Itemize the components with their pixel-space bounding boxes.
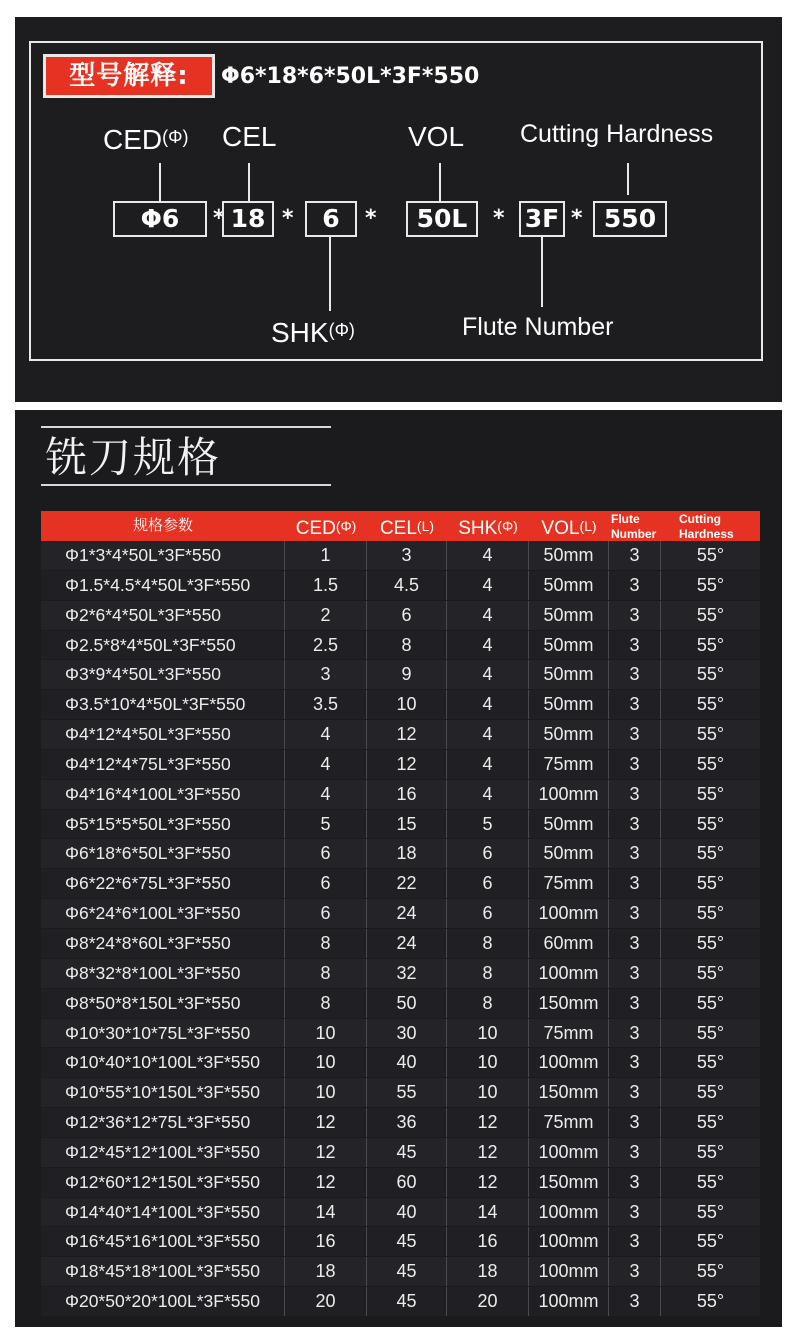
shk-label-text: SHK (271, 317, 329, 348)
cell-cel: 4.5 (367, 571, 447, 600)
cell-vol: 50mm (529, 601, 609, 630)
cell-ced: 2.5 (285, 631, 367, 660)
cell-vol: 75mm (529, 1108, 609, 1137)
spec-panel (15, 410, 782, 1327)
cell-vol: 50mm (529, 720, 609, 749)
cell-cel: 3 (367, 541, 447, 570)
cell-flute: 3 (609, 989, 661, 1018)
code-box-cel: 18 (222, 201, 274, 237)
table-row (41, 1198, 760, 1227)
cell-vol: 150mm (529, 989, 609, 1018)
cell-shk: 10 (447, 1048, 529, 1077)
cell-shk: 4 (447, 720, 529, 749)
header-cel (367, 511, 447, 541)
header-cel-symbol: (L) (416, 518, 435, 534)
cell-cel: 12 (367, 750, 447, 779)
cell-spec: Φ6*18*6*50L*3F*550 (41, 839, 285, 868)
cell-hardness: 55° (696, 1022, 725, 1043)
table-row (41, 1168, 760, 1197)
cell-hardness: 55° (696, 1201, 725, 1222)
cell-hardness: 55° (696, 1112, 725, 1133)
hardness-connector (627, 163, 629, 195)
cell-hardness: 55° (696, 574, 725, 595)
cell-cel: 24 (367, 929, 447, 958)
cell-shk: 6 (447, 839, 529, 868)
cell-spec: Φ3.5*10*4*50L*3F*550 (41, 690, 285, 719)
cell-ced: 5 (285, 810, 367, 839)
header-vol-symbol: (L) (579, 518, 597, 534)
cell-shk: 6 (447, 869, 529, 898)
title-rule-bottom (41, 484, 331, 486)
cell-ced: 8 (285, 929, 367, 958)
cell-ced: 1.5 (285, 571, 367, 600)
cell-flute: 3 (609, 1019, 661, 1048)
header-flute-number: Flute Number (611, 512, 657, 541)
flute-connector (541, 237, 543, 307)
ced-label (103, 120, 188, 157)
spec-table-header (41, 511, 760, 541)
cell-ced: 3 (285, 660, 367, 689)
cell-ced: 12 (285, 1138, 367, 1167)
cell-cel: 45 (367, 1227, 447, 1256)
cell-cel: 32 (367, 959, 447, 988)
cell-ced: 12 (285, 1168, 367, 1197)
cell-cel: 10 (367, 690, 447, 719)
separator-star: * (571, 206, 583, 231)
cell-spec: Φ10*55*10*150L*3F*550 (41, 1078, 285, 1107)
cell-spec: Φ16*45*16*100L*3F*550 (41, 1227, 285, 1256)
cell-shk: 10 (447, 1019, 529, 1048)
cell-spec: Φ3*9*4*50L*3F*550 (41, 660, 285, 689)
cell-vol: 100mm (529, 780, 609, 809)
header-ced-text: CED (295, 518, 336, 539)
cell-vol: 100mm (529, 1257, 609, 1286)
cell-hardness: 55° (696, 783, 725, 804)
cell-spec: Φ14*40*14*100L*3F*550 (41, 1198, 285, 1227)
table-row (41, 1108, 760, 1137)
cell-ced: 4 (285, 780, 367, 809)
table-row (41, 1227, 760, 1256)
table-row (41, 899, 760, 928)
cell-shk: 10 (447, 1078, 529, 1107)
separator-star: * (493, 206, 505, 231)
table-row (41, 839, 760, 868)
cell-ced: 14 (285, 1198, 367, 1227)
table-row (41, 929, 760, 958)
cell-cel: 15 (367, 810, 447, 839)
cell-cel: 12 (367, 720, 447, 749)
cell-vol: 50mm (529, 810, 609, 839)
cell-vol: 50mm (529, 541, 609, 570)
cell-spec: Φ12*45*12*100L*3F*550 (41, 1138, 285, 1167)
cell-flute: 3 (609, 601, 661, 630)
model-code: Φ6*18*6*50L*3F*550 (221, 64, 480, 89)
cell-cel: 8 (367, 631, 447, 660)
cell-vol: 150mm (529, 1078, 609, 1107)
cell-flute: 3 (609, 750, 661, 779)
separator-star: * (365, 206, 377, 231)
cell-hardness: 55° (696, 933, 725, 953)
cell-shk: 12 (447, 1108, 529, 1137)
cell-shk: 14 (447, 1198, 529, 1227)
cell-flute: 3 (609, 899, 661, 928)
cell-cel: 36 (367, 1108, 447, 1137)
shk-label (271, 313, 355, 350)
header-ced-symbol: (Φ) (335, 518, 357, 534)
cell-cel: 45 (367, 1287, 447, 1316)
cell-cel: 22 (367, 869, 447, 898)
cell-shk: 18 (447, 1257, 529, 1286)
table-row (41, 869, 760, 898)
header-shk-text: SHK (458, 518, 498, 539)
shk-label-symbol: (Φ) (328, 320, 355, 340)
cell-hardness: 55° (696, 545, 725, 565)
cell-hardness: 55° (696, 604, 725, 625)
cell-spec: Φ4*12*4*75L*3F*550 (41, 750, 285, 779)
cell-flute: 3 (609, 571, 661, 600)
cell-shk: 12 (447, 1168, 529, 1197)
cell-hardness: 55° (696, 903, 725, 924)
cell-shk: 8 (447, 989, 529, 1018)
cell-hardness: 55° (696, 1261, 725, 1282)
cell-hardness: 55° (696, 843, 725, 864)
cutting-hardness-label: Cutting Hardness (520, 120, 714, 148)
cell-shk: 4 (447, 780, 529, 809)
cell-shk: 4 (447, 541, 529, 570)
cell-vol: 100mm (529, 1287, 609, 1316)
ced-label-text: CED (103, 124, 163, 155)
cel-connector (248, 163, 250, 201)
cell-cel: 40 (367, 1048, 447, 1077)
cell-flute: 3 (609, 1138, 661, 1167)
cell-cel: 60 (367, 1168, 447, 1197)
cell-spec: Φ8*32*8*100L*3F*550 (41, 959, 285, 988)
cell-spec: Φ20*50*20*100L*3F*550 (41, 1287, 285, 1316)
cell-flute: 3 (609, 720, 661, 749)
table-row (41, 810, 760, 839)
header-shk-symbol: (Φ) (497, 518, 518, 534)
separator-star: * (213, 206, 225, 231)
table-row (41, 750, 760, 779)
cell-flute: 3 (609, 541, 661, 570)
cell-ced: 3.5 (285, 690, 367, 719)
cell-shk: 4 (447, 690, 529, 719)
cell-spec: Φ18*45*18*100L*3F*550 (41, 1257, 285, 1286)
cell-shk: 5 (447, 810, 529, 839)
cell-shk: 4 (447, 601, 529, 630)
table-row (41, 1078, 760, 1107)
cell-ced: 1 (285, 541, 367, 570)
cell-ced: 12 (285, 1108, 367, 1137)
table-row (41, 631, 760, 660)
cell-flute: 3 (609, 929, 661, 958)
cell-cel: 24 (367, 899, 447, 928)
cell-hardness: 55° (696, 813, 725, 834)
cell-spec: Φ10*40*10*100L*3F*550 (41, 1048, 285, 1077)
cell-hardness: 55° (696, 992, 725, 1013)
cell-hardness: 55° (696, 724, 725, 745)
cell-cel: 16 (367, 780, 447, 809)
cell-hardness: 55° (696, 1171, 725, 1192)
cell-shk: 6 (447, 899, 529, 928)
cell-flute: 3 (609, 810, 661, 839)
header-cutting-hardness: Cutting Hardness (679, 512, 734, 541)
cell-vol: 100mm (529, 899, 609, 928)
model-explanation-panel (15, 17, 782, 402)
cell-spec: Φ2*6*4*50L*3F*550 (41, 601, 285, 630)
table-row (41, 1257, 760, 1286)
cell-vol: 100mm (529, 1227, 609, 1256)
cell-shk: 8 (447, 929, 529, 958)
cell-hardness: 55° (696, 873, 725, 894)
cell-ced: 18 (285, 1257, 367, 1286)
table-row (41, 989, 760, 1018)
cell-hardness: 55° (696, 1141, 725, 1162)
cell-shk: 8 (447, 959, 529, 988)
separator-star: * (282, 206, 294, 231)
cell-ced: 2 (285, 601, 367, 630)
cell-flute: 3 (609, 869, 661, 898)
cell-flute: 3 (609, 1227, 661, 1256)
table-row (41, 1019, 760, 1048)
cel-label: CEL (222, 121, 277, 152)
model-explanation-label (43, 54, 215, 98)
cell-shk: 20 (447, 1287, 529, 1316)
cell-hardness: 55° (696, 694, 725, 715)
table-row (41, 1048, 760, 1077)
code-box-vol: 50L (406, 201, 478, 237)
cell-spec: Φ12*36*12*75L*3F*550 (41, 1108, 285, 1137)
table-row (41, 1287, 760, 1316)
header-shk (447, 511, 529, 541)
cell-flute: 3 (609, 780, 661, 809)
cell-hardness: 55° (696, 664, 725, 685)
table-row (41, 690, 760, 719)
table-row (41, 660, 760, 689)
header-cel-text: CEL (379, 518, 417, 539)
cell-flute: 3 (609, 1287, 661, 1316)
cell-flute: 3 (609, 959, 661, 988)
vol-label: VOL (408, 121, 465, 152)
cell-ced: 20 (285, 1287, 367, 1316)
cell-vol: 100mm (529, 959, 609, 988)
header-spec: 规格参数 (132, 517, 193, 534)
cell-vol: 50mm (529, 660, 609, 689)
cell-vol: 75mm (529, 750, 609, 779)
table-row (41, 541, 760, 570)
cell-cel: 45 (367, 1257, 447, 1286)
cell-cel: 45 (367, 1138, 447, 1167)
cell-flute: 3 (609, 1048, 661, 1077)
cell-ced: 8 (285, 989, 367, 1018)
cell-hardness: 55° (696, 1291, 725, 1312)
cell-vol: 150mm (529, 1168, 609, 1197)
cell-flute: 3 (609, 1078, 661, 1107)
shk-connector (329, 237, 331, 311)
cell-spec: Φ6*24*6*100L*3F*550 (41, 899, 285, 928)
cell-vol: 100mm (529, 1138, 609, 1167)
code-box-flute: 3F (519, 201, 565, 237)
cell-ced: 10 (285, 1078, 367, 1107)
header-vol (529, 511, 609, 541)
cell-flute: 3 (609, 1168, 661, 1197)
cell-cel: 18 (367, 839, 447, 868)
model-explanation-label-text: 型号解释: (46, 57, 212, 95)
cell-hardness: 55° (696, 1082, 725, 1103)
cell-flute: 3 (609, 1257, 661, 1286)
flute-number-label: Flute Number (462, 313, 614, 341)
vol-connector (439, 163, 441, 201)
code-box-hardness: 550 (593, 201, 667, 237)
table-row (41, 1138, 760, 1167)
cell-cel: 40 (367, 1198, 447, 1227)
cell-spec: Φ2.5*8*4*50L*3F*550 (41, 631, 285, 660)
cell-spec: Φ4*12*4*50L*3F*550 (41, 720, 285, 749)
table-row (41, 780, 760, 809)
cell-spec: Φ1*3*4*50L*3F*550 (41, 541, 285, 570)
cell-vol: 50mm (529, 631, 609, 660)
cell-spec: Φ5*15*5*50L*3F*550 (41, 810, 285, 839)
cell-hardness: 55° (696, 1231, 725, 1252)
cell-spec: Φ8*50*8*150L*3F*550 (41, 989, 285, 1018)
cell-cel: 30 (367, 1019, 447, 1048)
cell-shk: 4 (447, 750, 529, 779)
cell-vol: 50mm (529, 839, 609, 868)
cell-vol: 75mm (529, 1019, 609, 1048)
cell-ced: 4 (285, 720, 367, 749)
ced-connector (159, 163, 161, 201)
cell-hardness: 55° (696, 1052, 725, 1073)
ced-label-symbol: (Φ) (162, 127, 189, 147)
cell-ced: 16 (285, 1227, 367, 1256)
code-box-ced: Φ6 (113, 201, 207, 237)
cell-vol: 50mm (529, 690, 609, 719)
cell-shk: 4 (447, 571, 529, 600)
cell-hardness: 55° (696, 634, 725, 655)
header-vol-text: VOL (541, 518, 580, 539)
cell-spec: Φ8*24*8*60L*3F*550 (41, 929, 285, 958)
cell-shk: 4 (447, 660, 529, 689)
cell-shk: 12 (447, 1138, 529, 1167)
cell-spec: Φ6*22*6*75L*3F*550 (41, 869, 285, 898)
cell-flute: 3 (609, 660, 661, 689)
cell-cel: 6 (367, 601, 447, 630)
header-ced (285, 511, 367, 541)
cell-ced: 10 (285, 1048, 367, 1077)
cell-spec: Φ12*60*12*150L*3F*550 (41, 1168, 285, 1197)
title-rule-top (41, 426, 331, 428)
cell-hardness: 55° (696, 753, 725, 774)
cell-spec: Φ4*16*4*100L*3F*550 (41, 780, 285, 809)
cell-vol: 100mm (529, 1048, 609, 1077)
cell-ced: 6 (285, 899, 367, 928)
cell-flute: 3 (609, 631, 661, 660)
cell-hardness: 55° (696, 962, 725, 983)
cell-ced: 6 (285, 869, 367, 898)
cell-ced: 4 (285, 750, 367, 779)
cell-cel: 9 (367, 660, 447, 689)
table-row (41, 720, 760, 749)
cell-ced: 10 (285, 1019, 367, 1048)
spec-title: 铣刀规格 (45, 433, 222, 482)
cell-vol: 60mm (529, 929, 609, 958)
cell-flute: 3 (609, 839, 661, 868)
cell-vol: 75mm (529, 869, 609, 898)
table-row (41, 601, 760, 630)
cell-vol: 50mm (529, 571, 609, 600)
code-box-shk: 6 (305, 201, 357, 237)
cell-flute: 3 (609, 1198, 661, 1227)
cell-spec: Φ10*30*10*75L*3F*550 (41, 1019, 285, 1048)
cell-flute: 3 (609, 1108, 661, 1137)
table-row (41, 571, 760, 600)
cell-ced: 8 (285, 959, 367, 988)
cell-spec: Φ1.5*4.5*4*50L*3F*550 (41, 571, 285, 600)
cell-cel: 50 (367, 989, 447, 1018)
cell-shk: 16 (447, 1227, 529, 1256)
table-row (41, 959, 760, 988)
cell-vol: 100mm (529, 1198, 609, 1227)
cell-shk: 4 (447, 631, 529, 660)
cell-flute: 3 (609, 690, 661, 719)
cell-cel: 55 (367, 1078, 447, 1107)
cell-ced: 6 (285, 839, 367, 868)
